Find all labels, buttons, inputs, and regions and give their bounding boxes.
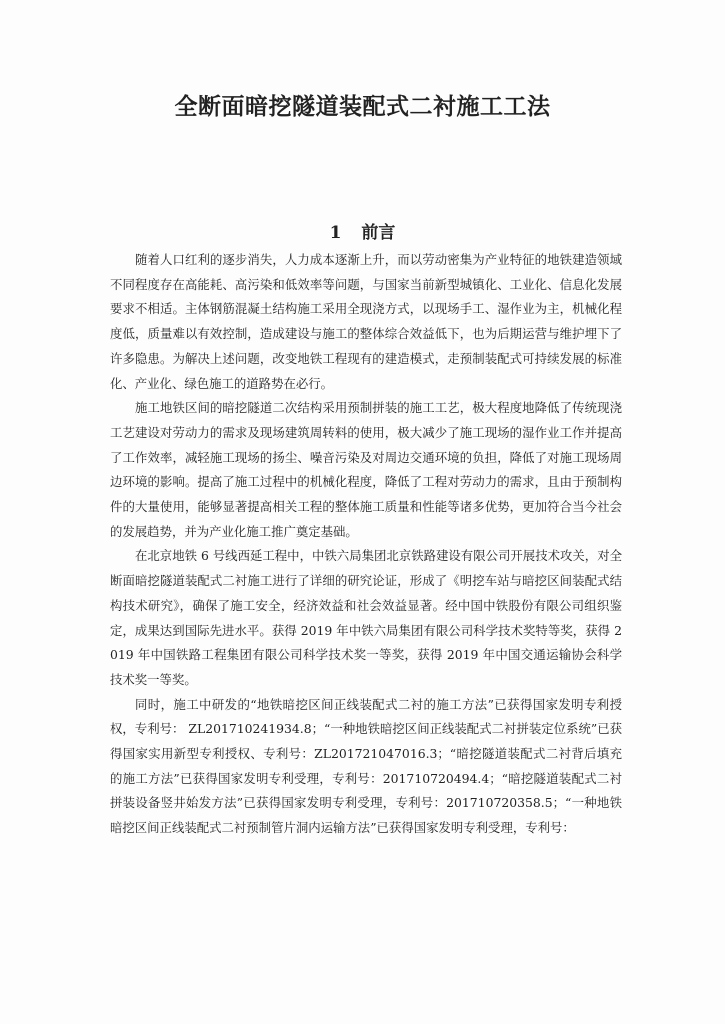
section-number: 1 [329,223,342,243]
paragraph-4: 同时，施工中研发的“地铁暗挖区间正线装配式二衬的施工方法”已获得国家发明专利授权，专利号： ZL201710241934.8；“一种地铁暗挖区间正线装配式二衬拼装定位系统”已获得国家实用新型专利授权、专利号：ZL201721047016.3；“暗挖隧道装配式二衬背后填充的施工方法”已获得国家发明专利受理，专利号：201710720494.4；“暗挖隧道装配式二衬拼装设备竖井始发方法”已获得国家发明专利受理，专利号：201710720358.5；“一种地铁暗挖区间正线装配式二衬预制管片洞内运输方法”已获得国家发明专利受理，专利号： [110,696,622,836]
paragraph-1: 随着人口红利的逐步消失，人力成本逐渐上升，而以劳动密集为产业特征的地铁建造领域不同程度存在高能耗、高污染和低效率等问题，与国家当前新型城镇化、工业化、信息化发展要求不相适。主体钢筋混凝土结构施工采用全现浇方式，以现场手工、湿作业为主，机械化程度低，质量难以有效控制，造成建设与施工的整体综合效益低下，也为后期运营与维护埋下了许多隐患。为解决上述问题，改变地铁工程现有的建造模式，走预制装配式可持续发展的标准化、产业化、绿色施工的道路势在必行。 [110,252,622,391]
paragraph-3: 在北京地铁 6 号线西延工程中，中铁六局集团北京铁路建设有限公司开展技术攻关，对全断面暗挖隧道装配式二衬施工进行了详细的研究论证，形成了《明挖车站与暗挖区间装配式结构技术研究》，确保了施工安全，经济效益和社会效益显著。经中国中铁股份有限公司组织鉴定，成果达到国际先进水平。获得 2019 年中铁六局集团有限公司科学技术奖特等奖，获得 2019 年中国铁路工程集团有限公司科学技术奖一等奖，获得 2019 年中国交通运输协会科学技术奖一等奖。 [110,548,622,687]
section-title: 前言 [361,223,396,243]
document-title: 全断面暗挖隧道装配式二衬施工工法 [174,94,551,120]
body-text [110,248,622,841]
section-heading [0,218,725,243]
paragraph-2: 施工地铁区间的暗挖隧道二次结构采用预制拼装的施工工艺，极大程度地降低了传统现浇工艺建设对劳动力的需求及现场建筑周转料的使用，极大减少了施工现场的湿作业工作并提高了工作效率，减轻施工现场的扬尘、噪音污染及对周边交通环境的负担，降低了对施工现场周边环境的影响。提高了施工过程中的机械化程度，降低了工程对劳动力的需求，且由于预制构件的大量使用，能够显著提高相关工程的整体施工质量和性能等诸多优势，更加符合当今社会的发展趋势，并为产业化施工推广奠定基础。 [110,400,622,539]
